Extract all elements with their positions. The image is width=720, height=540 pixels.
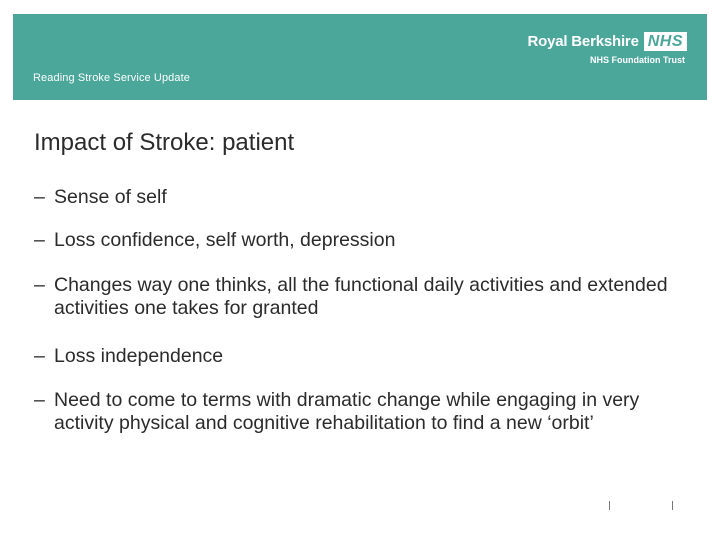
- footer-divider: [672, 501, 673, 510]
- bullet-text: Loss confidence, self worth, depression: [54, 229, 396, 251]
- bullet-text: Sense of self: [54, 186, 167, 208]
- bullet-item: [34, 274, 674, 319]
- logo-subtitle: NHS Foundation Trust: [590, 55, 685, 65]
- bullet-item: [34, 389, 674, 434]
- bullet-text: Changes way one thinks, all the functional daily activities and extended activities one takes for granted: [54, 274, 668, 319]
- slide-header: [13, 14, 707, 100]
- nhs-trust-logo: [527, 32, 687, 65]
- bullet-dash: –: [34, 229, 45, 251]
- bullet-item: [34, 229, 395, 252]
- nhs-badge: NHS: [644, 32, 687, 51]
- bullet-text: Need to come to terms with dramatic change while engaging in very activity physical and cognitive rehabilitation to find a new ‘orbit’: [54, 389, 640, 434]
- bullet-dash: –: [34, 345, 45, 367]
- bullet-dash: –: [34, 186, 45, 208]
- bullet-item: [34, 345, 223, 368]
- bullet-dash: –: [34, 274, 45, 296]
- header-subtitle: Reading Stroke Service Update: [33, 72, 190, 84]
- footer-divider: [609, 501, 610, 510]
- bullet-dash: –: [34, 389, 45, 411]
- bullet-item: [34, 186, 167, 209]
- logo-row: [527, 32, 687, 51]
- bullet-text: Loss independence: [54, 345, 224, 367]
- slide-title: Impact of Stroke: patient: [34, 129, 295, 156]
- logo-trust-name: Royal Berkshire: [527, 33, 639, 50]
